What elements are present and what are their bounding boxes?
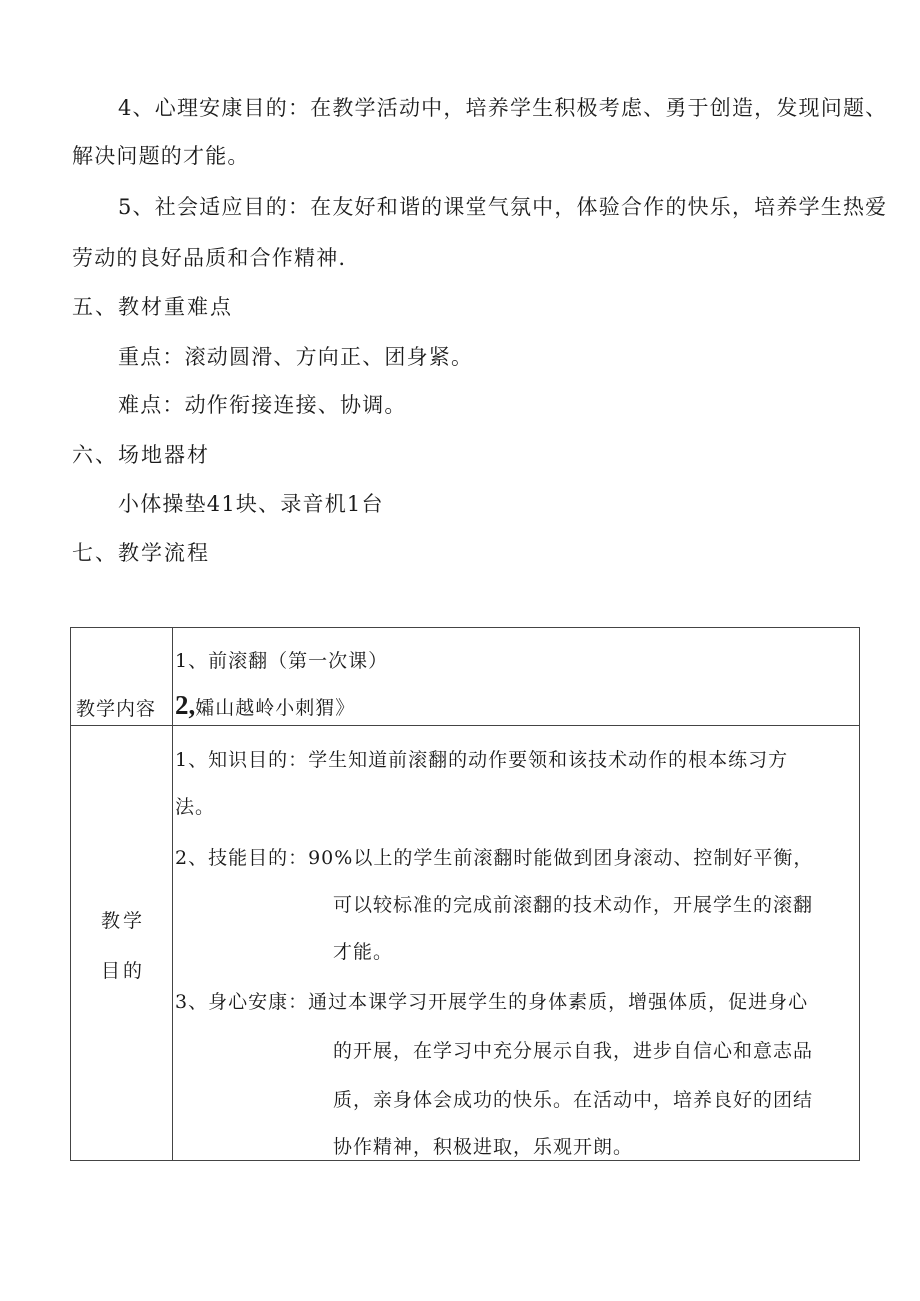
content-item-2-text: 孀山越岭小刺猬》	[195, 697, 356, 719]
wellbeing-goal-line1: 3、身心安康：通过本课学习开展学生的身体素质，增强体质，促进身心	[175, 991, 809, 1013]
table-row-divider	[71, 725, 859, 726]
section5-heading: 五、教材重难点	[72, 295, 233, 319]
goal5-line1: 5、社会适应目的：在友好和谐的课堂气氛中，体验合作的快乐，培养学生热爱	[118, 195, 888, 219]
content-item-1: 1、前滚翻（第一次课）	[175, 650, 389, 672]
section6-heading: 六、场地器材	[72, 443, 210, 467]
table-column-divider	[172, 628, 173, 1160]
teaching-goal-label-line2: 目的	[101, 960, 146, 982]
section7-heading: 七、教学流程	[72, 541, 210, 565]
goal4-line1: 4、心理安康目的：在教学活动中，培养学生积极考虑、勇于创造，发现问题、	[118, 96, 888, 120]
skill-goal-line3: 才能。	[333, 941, 394, 963]
skill-goal-line2: 可以较标准的完成前滚翻的技术动作，开展学生的滚翻	[333, 894, 814, 916]
content-item-2	[175, 692, 355, 721]
skill-goal-line1: 2、技能目的：90%以上的学生前滚翻时能做到团身滚动、控制好平衡，	[175, 847, 814, 869]
teaching-table	[70, 627, 860, 1161]
wellbeing-goal-line4: 协作精神，积极进取，乐观开朗。	[333, 1136, 634, 1158]
teaching-content-label: 教学内容	[76, 698, 157, 720]
wellbeing-goal-line2: 的开展，在学习中充分展示自我，进步自信心和意志品	[333, 1040, 814, 1062]
wellbeing-goal-line3: 质，亲身体会成功的快乐。在活动中，培养良好的团结	[333, 1089, 814, 1111]
content-item-2-number: 2,	[175, 690, 196, 720]
difficulty-text: 难点：动作衔接连接、协调。	[118, 393, 407, 417]
key-point-text: 重点：滚动圆滑、方向正、团身紧。	[118, 345, 474, 369]
goal5-line2: 劳动的良好品质和合作精神.	[72, 246, 347, 270]
knowledge-goal-line1: 1、知识目的：学生知道前滚翻的动作要领和该技术动作的根本练习方	[175, 749, 789, 771]
teaching-goal-label-line1: 教学	[101, 910, 146, 932]
equipment-text: 小体操垫41块、录音机1台	[118, 492, 384, 516]
goal4-line2: 解决问题的才能。	[72, 144, 250, 168]
knowledge-goal-line2: 法。	[175, 796, 216, 818]
